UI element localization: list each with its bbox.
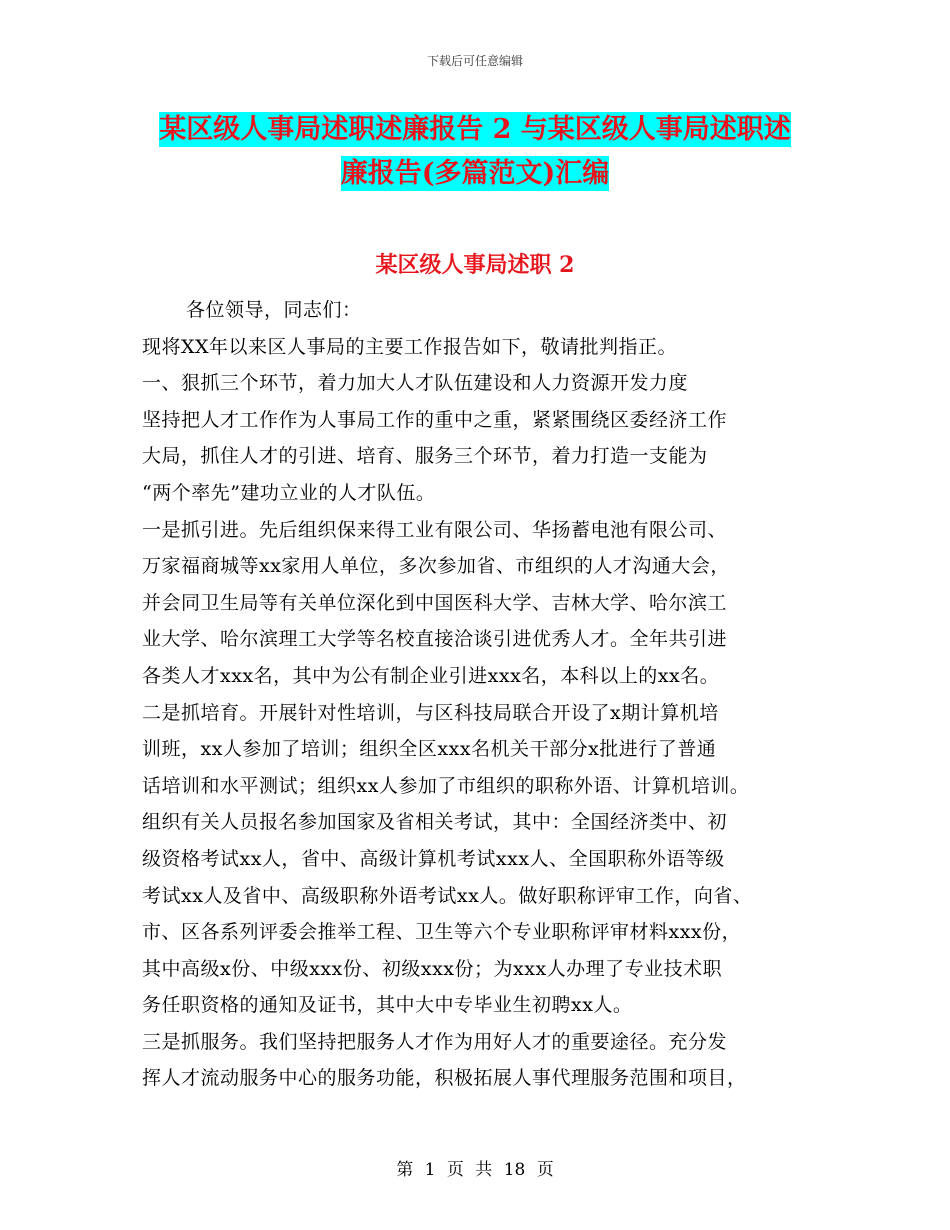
title-line-2: 廉报告(多篇范文)汇编 (340, 158, 610, 189)
page-footer: 第 1 页 共 18 页 (396, 1160, 554, 1180)
paragraph-line: 万家福商城等xx家用人单位，多次参加省、市组织的人才沟通大会， (142, 555, 730, 578)
paragraph-line: 大局，抓住人才的引进、培育、服务三个环节，着力打造一支能为 (142, 445, 708, 468)
paragraph-line: 挥人才流动服务中心的服务功能，积极拓展人事代理服务范围和项目， (142, 1067, 747, 1090)
paragraph-line: 二是抓培育。开展针对性培训，与区科技局联合开设了x期计算机培 (142, 701, 719, 724)
paragraph-line: 训班，xx人参加了培训；组织全区xxx名机关干部分x批进行了普通 (142, 738, 717, 761)
paragraph-line: 级资格考试xx人，省中、高级计算机考试xxx人、全国职称外语等级 (142, 847, 725, 870)
body-text (142, 292, 832, 1097)
paragraph-line: 并会同卫生局等有关单位深化到中国医科大学、吉林大学、哈尔滨工 (142, 591, 728, 614)
paragraph-line: 其中高级x份、中级xxx份、初级xxx份；为xxx人办理了专业技术职 (142, 957, 723, 980)
paragraph-line: 话培训和水平测试；组织xx人参加了市组织的职称外语、计算机培训。 (142, 774, 750, 797)
paragraph-line: 业大学、哈尔滨理工大学等名校直接洽谈引进优秀人才。全年共引进 (142, 628, 728, 651)
paragraph-line: 务任职资格的通知及证书，其中大中专毕业生初聘xx人。 (142, 994, 633, 1017)
paragraph-line: 现将XX年以来区人事局的主要工作报告如下，敬请批判指正。 (142, 335, 678, 358)
paragraph-line: 一、狠抓三个环节，着力加大人才队伍建设和人力资源开发力度 (142, 372, 689, 395)
section-title: 某区级人事局述职 2 (375, 252, 575, 278)
paragraph-line: 坚持把人才工作作为人事局工作的重中之重，紧紧围绕区委经济工作 (142, 408, 728, 431)
document-title (0, 108, 950, 196)
paragraph-line: 组织有关人员报名参加国家及省相关考试，其中：全国经济类中、初 (142, 811, 728, 834)
paragraph-line: 市、区各系列评委会推举工程、卫生等六个专业职称评审材料xxx份， (142, 921, 742, 944)
paragraph-line: 一是抓引进。先后组织保来得工业有限公司、华扬蓄电池有限公司、 (142, 518, 728, 541)
paragraph-line: 各类人才xxx名，其中为公有制企业引进xxx名，本科以上的xx名。 (142, 664, 720, 687)
header-note: 下载后可任意编辑 (426, 54, 523, 68)
paragraph-line: “两个率先”建功立业的人才队伍。 (142, 481, 436, 504)
title-line-1: 某区级人事局述职述廉报告 2 与某区级人事局述职述 (159, 114, 791, 145)
paragraph-line: 三是抓服务。我们坚持把服务人才作为用好人才的重要途径。充分发 (142, 1030, 728, 1053)
salutation-line: 各位领导，同志们： (186, 299, 362, 321)
paragraph-line: 考试xx人及省中、高级职称外语考试xx人。做好职称评审工作，向省、 (142, 884, 753, 907)
